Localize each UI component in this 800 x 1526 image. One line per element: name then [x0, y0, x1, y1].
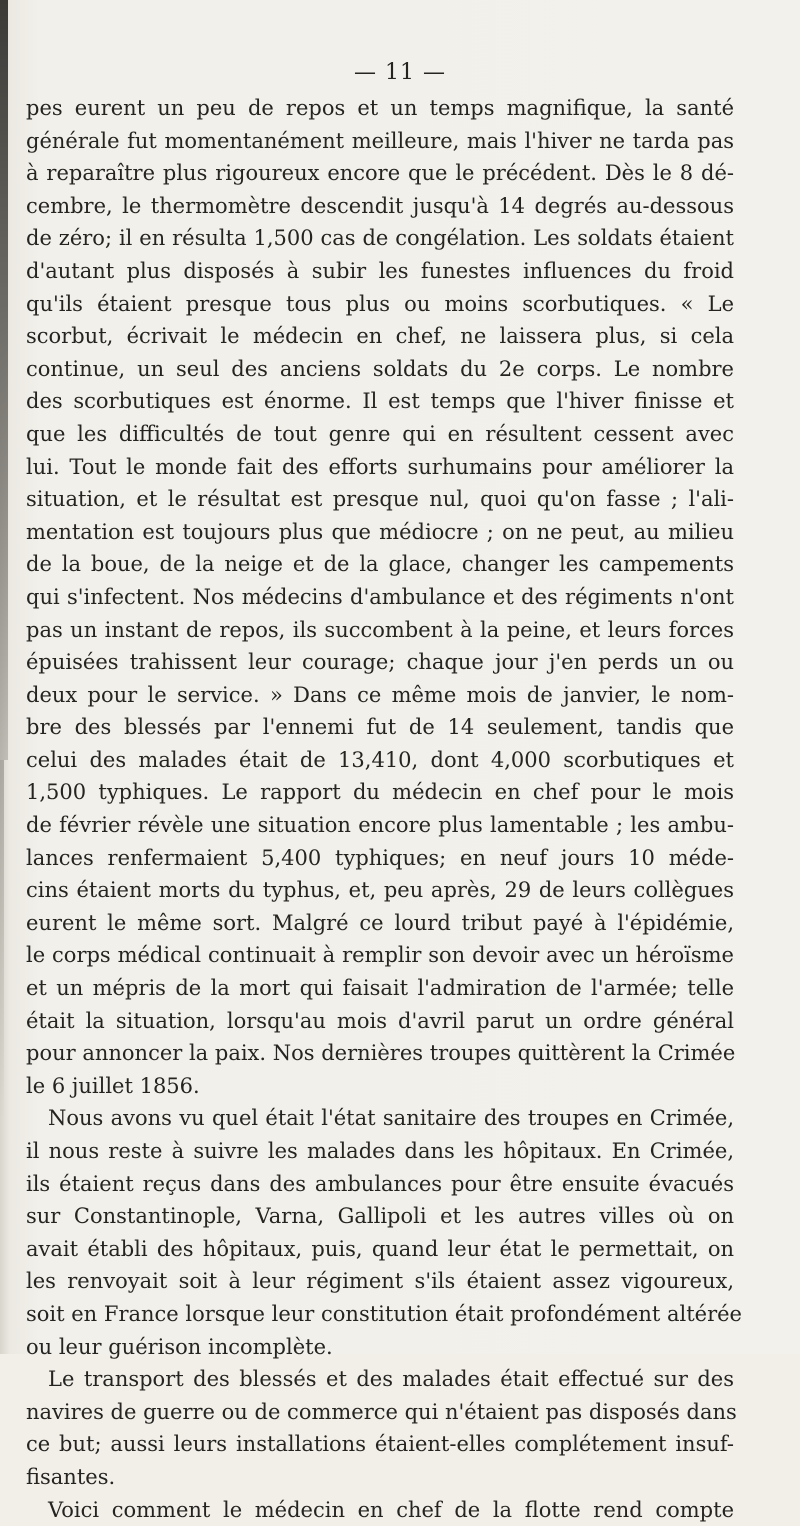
- text-line: des scorbutiques est énorme. Il est temps que l'hiver finisse et: [26, 389, 734, 414]
- text-line: pes eurent un peu de repos et un temps magnifique, la santé: [26, 96, 734, 120]
- text-line: ils étaient reçus dans des ambulances pour être ensuite évacués: [26, 1171, 734, 1196]
- text-line: le 6 juillet 1856.: [26, 1073, 200, 1098]
- text-line: de zéro; il en résulta 1,500 cas de congélation. Les soldats étaient: [26, 226, 734, 251]
- text-line: eurent le même sort. Malgré ce lourd tribut payé à l'épidémie,: [26, 910, 734, 935]
- binding-shadow-lower: [0, 760, 4, 1120]
- body-text: [26, 92, 742, 1526]
- text-line: pour annoncer la paix. Nos dernières troupes quittèrent la Crimée: [26, 1041, 736, 1066]
- text-line: générale fut momentanément meilleure, mais l'hiver ne tarda pas: [26, 128, 734, 153]
- text-line: soit en France lorsque leur constitution était profondément altérée: [26, 1301, 742, 1326]
- text-line: sur Constantinople, Varna, Gallipoli et les autres villes où on: [26, 1204, 734, 1229]
- text-line: mentation est toujours plus que médiocre ; on ne peut, au milieu: [26, 519, 734, 544]
- text-line: ce but; aussi leurs installations étaient-elles complétement insuf-: [26, 1432, 734, 1457]
- text-line: pas un instant de repos, ils succombent à la peine, et leurs forces: [26, 617, 734, 642]
- text-line: et un mépris de la mort qui faisait l'admiration de l'armée; telle: [26, 976, 734, 1001]
- text-line: cins étaient morts du typhus, et, peu après, 29 de leurs collègues: [26, 878, 734, 903]
- text-line: d'autant plus disposés à subir les funestes influences du froid: [26, 258, 734, 283]
- text-line: les renvoyait soit à leur régiment s'ils étaient assez vigoureux,: [26, 1269, 734, 1294]
- text-line: cembre, le thermomètre descendit jusqu'à 14 degrés au-dessous: [26, 193, 734, 218]
- text-line: Voici comment le médecin en chef de la flotte rend compte: [48, 1497, 734, 1522]
- text-line: de la boue, de la neige et de la glace, changer les campements: [26, 552, 734, 577]
- text-line: épuisées trahissent leur courage; chaque jour j'en perds un ou: [26, 650, 734, 675]
- text-line: que les difficultés de tout genre qui en résultent cessent avec: [26, 421, 734, 446]
- text-line: avait établi des hôpitaux, puis, quand leur état le permettait, on: [26, 1236, 734, 1261]
- text-line: lui. Tout le monde fait des efforts surhumains pour améliorer la: [26, 454, 734, 479]
- text-line: qui s'infectent. Nos médecins d'ambulance et des régiments n'ont: [26, 584, 734, 609]
- text-line: le corps médical continuait à remplir son devoir avec un héroïsme: [26, 943, 734, 968]
- text-line: situation, et le résultat est presque nul, quoi qu'on fasse ; l'ali-: [26, 487, 734, 512]
- text-line: Le transport des blessés et des malades était effectué sur des: [48, 1367, 734, 1392]
- text-line: deux pour le service. » Dans ce même mois de janvier, le nom-: [26, 682, 734, 707]
- text-line: qu'ils étaient presque tous plus ou moins scorbutiques. « Le: [26, 291, 734, 316]
- page-number: — 11 —: [354, 60, 446, 85]
- text-line: continue, un seul des anciens soldats du 2e corps. Le nombre: [26, 356, 734, 381]
- text-line: il nous reste à suivre les malades dans les hôpitaux. En Crimée,: [26, 1139, 734, 1163]
- text-line: celui des malades était de 13,410, dont 4,000 scorbutiques et: [26, 747, 734, 772]
- text-line: de février révèle une situation encore plus lamentable ; les ambu-: [26, 813, 734, 838]
- text-line: à reparaître plus rigoureux encore que le précédent. Dès le 8 dé-: [26, 161, 734, 186]
- text-line: lances renfermaient 5,400 typhiques; en neuf jours 10 méde-: [26, 845, 734, 870]
- text-line: Nous avons vu quel était l'état sanitaire des troupes en Crimée,: [48, 1106, 734, 1131]
- text-line: navires de guerre ou de commerce qui n'étaient pas disposés dans: [26, 1399, 737, 1424]
- text-line: fisantes.: [26, 1464, 116, 1489]
- text-line: bre des blessés par l'ennemi fut de 14 seulement, tandis que: [26, 715, 734, 740]
- text-line: était la situation, lorsqu'au mois d'avril parut un ordre général: [26, 1008, 734, 1033]
- text-line: scorbut, écrivait le médecin en chef, ne laissera plus, si cela: [26, 324, 734, 349]
- text-line: ou leur guérison incomplète.: [26, 1334, 333, 1359]
- text-line: 1,500 typhiques. Le rapport du médecin en chef pour le mois: [26, 780, 734, 805]
- binding-shadow: [0, 0, 8, 760]
